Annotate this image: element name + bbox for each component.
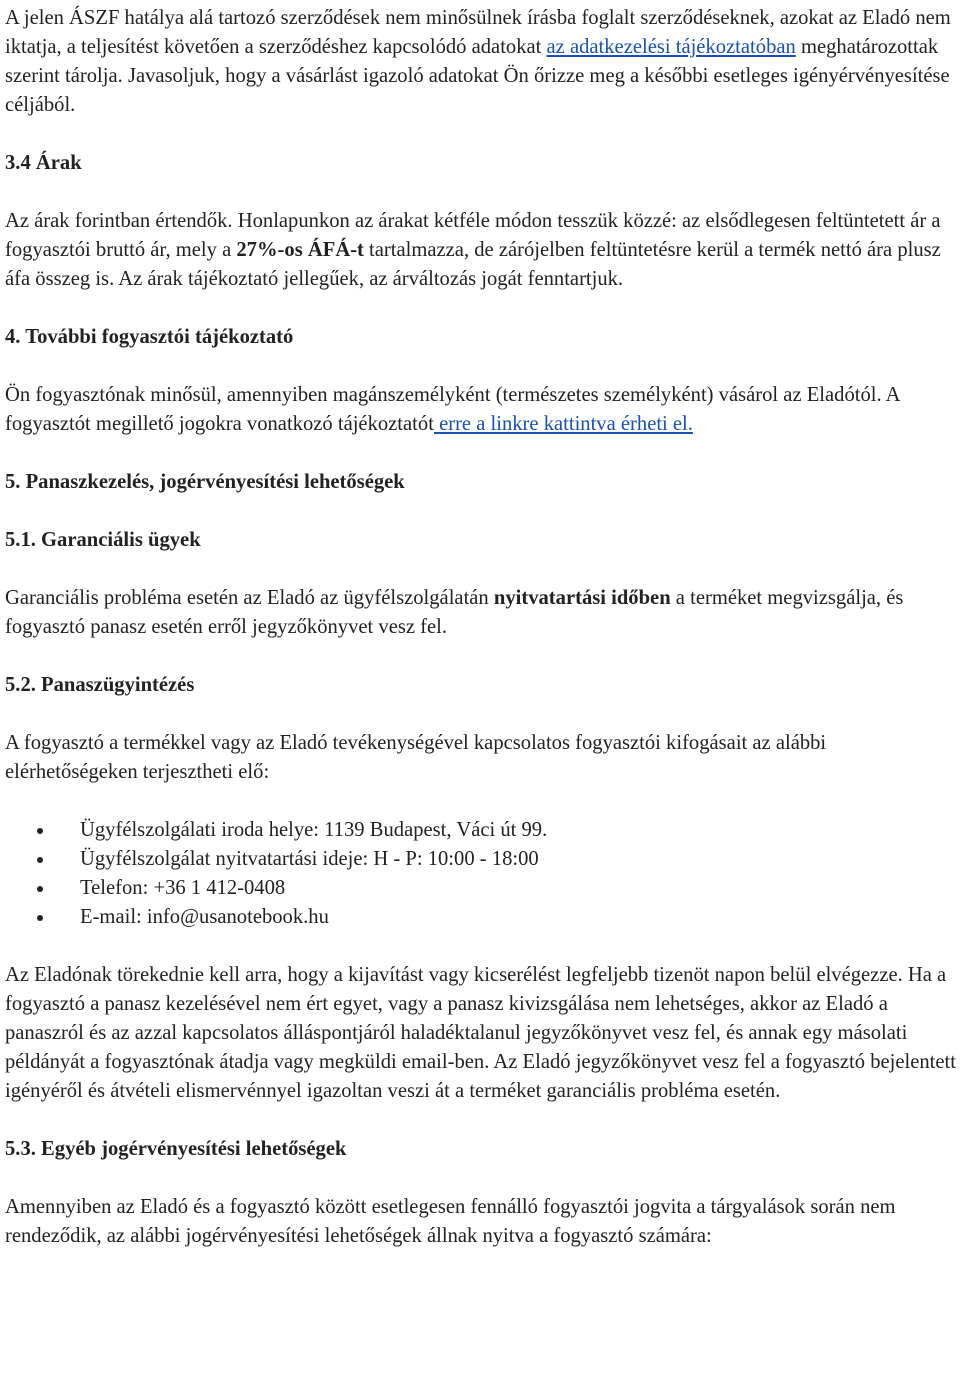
complaint-handling-paragraph: Az Eladónak törekednie kell arra, hogy a kijavítást vagy kicserélést legfeljebb tizenöt napon belül elvégezze. Ha a fogyasztó a panasz kezelésével nem ért egyet, vagy a panasz kivizsgálása nem lehetséges, akkor az Eladó a panaszról és az azzal kapcsolatos álláspontjáról haladéktalanul jegyzőkönyvet vesz fel, és annak egy másolati példányát a fogyasztónak átadja vagy megküldi email-ben. Az Eladó jegyzőkönyvet vesz fel a fogyasztó bejelentett igényéről és átvételi elismervénnyel igazoltan veszi át a terméket garanciális probléma esetén. (5, 964, 956, 1102)
section-5-heading: 5. Panaszkezelés, jogérvényesítési lehetőségek (5, 471, 405, 493)
storage-paragraph: A jelen ÁSZF hatálya alá tartozó szerződések nem minősülnek írásba foglalt szerződéseknek, azokat az Eladó nem iktatja, a teljesítést követően a szerződéshez kapcsolódó adatokat az adatkezelési tájékoztatóban meghatározottak szerint tárolja. Javasoljuk, hogy a vásárlást igazoló adatokat Ön őrizze meg a későbbi esetleges igényérvényesítése céljából. (5, 7, 951, 116)
prices-paragraph: Az árak forintban értendők. Honlapunkon az árakat kétféle módon tesszük közzé: az elsődlegesen feltüntetett ár a fogyasztói bruttó ár, mely a 27%-os ÁFÁ-t tartalmazza, de zárójelben feltüntetésre kerül a termék nettó ára plusz áfa összeg is. Az árak tájékoztató jellegűek, az árváltozás jogát fenntartjuk. (5, 210, 941, 290)
list-item: E-mail: info@usanotebook.hu (5, 903, 956, 932)
consumer-rights-link[interactable]: erre a linkre kattintva érheti el. (433, 413, 693, 435)
warranty-paragraph: Garanciális probléma esetén az Eladó az ügyfélszolgálatán nyitvatartási időben a terméket megvizsgálja, és fogyasztó panasz esetén erről jegyzőkönyvet vesz fel. (5, 587, 904, 638)
other-remedies-paragraph: Amennyiben az Eladó és a fogyasztó között esetlegesen fennálló fogyasztói jogvita a tárgyalások során nem rendeződik, az alábbi jogérvényesítési lehetőségek állnak nyitva a fogyasztó számára: (5, 1196, 896, 1247)
complaint-intro-paragraph: A fogyasztó a termékkel vagy az Eladó tevékenységével kapcsolatos fogyasztói kifogásait az alábbi elérhetőségeken terjesztheti elő: (5, 732, 827, 783)
bullet-icon (37, 915, 43, 921)
bullet-icon (37, 857, 43, 863)
contact-list (5, 816, 956, 932)
list-item: Ügyfélszolgálati iroda helye: 1139 Budapest, Váci út 99. (5, 816, 956, 845)
section-3-4-heading: 3.4 Árak (5, 152, 82, 174)
list-item: Ügyfélszolgálat nyitvatartási ideje: H - P: 10:00 - 18:00 (5, 845, 956, 874)
section-4-heading: 4. További fogyasztói tájékoztató (5, 326, 294, 348)
section-5-3-heading: 5.3. Egyéb jogérvényesítési lehetőségek (5, 1138, 347, 1160)
bullet-icon (37, 828, 43, 834)
section-5-2-heading: 5.2. Panaszügyintézés (5, 674, 195, 696)
bullet-icon (37, 886, 43, 892)
list-item: Telefon: +36 1 412-0408 (5, 874, 956, 903)
consumer-info-paragraph: Ön fogyasztónak minősül, amennyiben magánszemélyként (természetes személyként) vásárol az Eladótól. A fogyasztót megillető jogokra vonatkozó tájékoztatót erre a linkre kattintva érheti el. (5, 384, 900, 435)
privacy-notice-link[interactable]: az adatkezelési tájékoztatóban (546, 36, 796, 58)
section-5-1-heading: 5.1. Garanciális ügyek (5, 529, 201, 551)
